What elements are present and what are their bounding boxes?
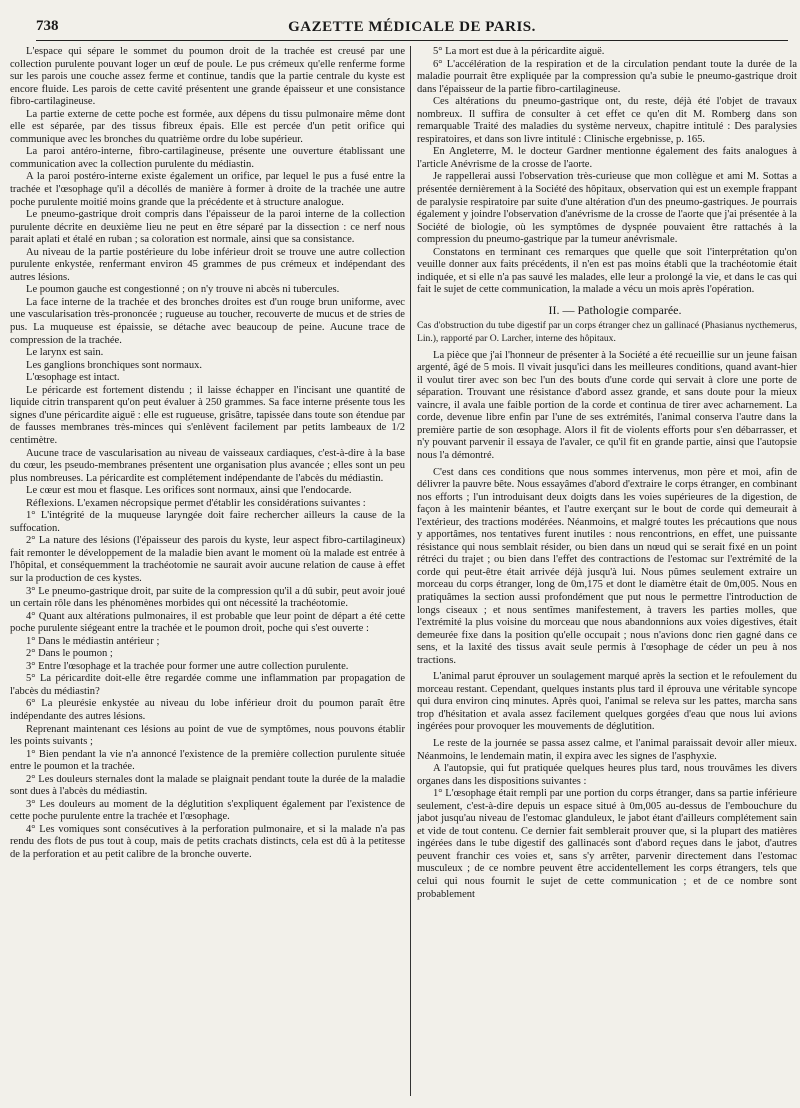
paragraph: 3° Entre l'œsophage et la trachée pour former une autre collection purulente.: [26, 660, 349, 672]
paragraph: 6° L'accélération de la respiration et de la circulation pendant toute la durée de la maladie pourrait être expliquée par la compression qu'a subie le pneumo-gastrique droit dans l'épaisseur de la partie fibro-cartilagineuse.: [417, 58, 797, 95]
paragraph: 3° Les douleurs au moment de la déglutition s'expliquent également par l'existence de cette poche purulente entre la trachée et l'œsophage.: [10, 798, 405, 823]
paragraph: 4° Les vomiques sont consécutives à la perforation pulmonaire, et si la malade n'a pas rendu des flots de pus tout à coup, mais de petits crachats distincts, cela est dû à la petitesse de la perforation et au petit calibre de la bronche ouverte.: [10, 823, 405, 860]
paragraph: La partie externe de cette poche est formée, aux dépens du tissu pulmonaire même dont elle est séparée, par des tissus fibreux épais. Elle est percée d'un petit orifice qui communique avec les bronches du quatrième ordre du lobe supérieur.: [10, 108, 405, 145]
paragraph: Au niveau de la partie postérieure du lobe inférieur droit se trouve une autre collection purulente enkystée, renfermant environ 45 grammes de pus crémeux et indépendant des autres lésions.: [10, 246, 405, 283]
paragraph: Ces altérations du pneumo-gastrique ont, du reste, déjà été l'objet de travaux nombreux. Il suffira de consulter à cet effet ce qu'en dit M. Romberg dans son remarquable Traité des maladies du système nerveux, chapitre intitulé : Des paralysies respiratoires, et dans son livre intitulé : Clinische ergebnisse, p. 165.: [417, 96, 797, 145]
paragraph: 6° La pleurésie enkystée au niveau du lobe inférieur droit du poumon paraît être indépendante des autres lésions.: [10, 698, 405, 722]
paragraph: La paroi antéro-interne, fibro-cartilagineuse, présente une ouverture établissant une communication avec la collection purulente du médiastin.: [10, 146, 405, 170]
paragraph: 2° Les douleurs sternales dont la malade se plaignait pendant toute la durée de la maladie sont dues à l'abcès du médiastin.: [10, 773, 405, 798]
page-header: [36, 18, 788, 41]
column-divider: [410, 46, 411, 1096]
paragraph: A la paroi postéro-interne existe également un orifice, par lequel le pus a fusé entre la trachée et l'œsophage qu'il a décollés de manière à former à droite de la trachée une autre poche purulente moitié moins grande que la précédente et à structure analogue.: [10, 171, 405, 208]
paragraph: Le larynx est sain.: [26, 347, 104, 359]
paragraph: 2° Dans le poumon ;: [26, 648, 113, 660]
paragraph: Constatons en terminant ces remarques que quelle que soit l'interprétation qu'on veuille donner aux faits précédents, il n'en est pas moins établi que la trachéotomie était indiquée, et si elle n'a pas sauvé les malades, elle leur a prolongé la vie, et dans le cas qui fait le sujet de cette communication, la malade a vécu un mois après l'opération.: [417, 246, 797, 296]
page-number: 738: [36, 18, 59, 34]
case-title: Cas d'obstruction du tube digestif par un corps étranger chez un gallinacé (Phasianus nycthemerus, Lin.), rapporté par O. Larcher, interne des hôpitaux.: [417, 320, 797, 345]
paragraph: 1° L'œsophage était rempli par une portion du corps étranger, dans sa partie inférieure seulement, c'est-à-dire depuis un espace situé à 0m,005 au-dessus de l'embouchure du jabot jusqu'au niveau de l'estomac glanduleux, le jabot étant d'ailleurs complétement sain et vide de tout contenu. Ce dernier fait semblerait prouver que, si la plupart des matières ingérées dans le tube digestif des gallinacés sont d'abord reçues dans le jabot, d'autres peuvent franchir ces voies et, sans s'y arrêter, parvenir directement dans l'estomac musculeux ; de ce nombre peuvent être accidentellement les corps étrangers, tels que celui qui nous fournit le sujet de cette communication ; et de ce nombre sont probablement: [417, 788, 797, 900]
paragraph: Aucune trace de vascularisation au niveau de vaisseaux cardiaques, c'est-à-dire à la base du cœur, les pseudo-membranes présentent une organisation plus avancée ; elles sont un peu plus nombreuses. La péricardite est complétement indépendante de l'abcès du médiastin.: [10, 447, 405, 484]
paragraph: Le pneumo-gastrique droit compris dans l'épaisseur de la paroi interne de la collection purulente décrite en deuxième lieu ne peut en être séparé par la dissection : ce nerf nous parait aplati et étalé en ruban ; sa coloration est normale, ainsi que sa consistance.: [10, 209, 405, 246]
running-title: GAZETTE MÉDICALE DE PARIS.: [288, 19, 536, 35]
paragraph: C'est dans ces conditions que nous sommes intervenus, mon père et moi, afin de délivrer la pauvre bête. Nous essayâmes d'abord d'extraire le corps étranger, en combinant nos efforts ; l'un introduisant deux doigts dans les voies supérieures de la digestion, de façon à les maintenir béantes, et l'autre exerçant sur le bout de corde qui demeurait à l'extérieur, des tractions modérées. Néanmoins, et malgré toutes les précautions que nous y apportâmes, nos tentatives furent inutiles : nous rencontrions, en effet, une puissante résistance qui nous semblait résider, ou bien dans un nœud qui se serait fixé en un point rétréci du trajet ; ou bien dans l'effet des contractions de l'estomac sur l'extrémité de la corde qui peut-être était arrivée déjà jusqu'à lui. Nous pûmes seulement extraire un morceau du corps étranger, long de 0m,175 et dont le diamètre était de 0m,005. Nous en pratiquâmes la section aussi profondément que put nous le permettre l'introduction de longs ciseaux ; et nous sentîmes manifestement, à travers les parties molles, que l'extrémité la plus voisine du morceau que nous abandonnions aux voies digestives, était demeurée fixe dans la position qu'elle occupait ; nous n'avions donc rien gagné dans ce sens, et la laxité des tissus avait seule permis à l'œsophage de céder un peu à nos tractions.: [417, 466, 797, 666]
right-column: [417, 46, 797, 1098]
paragraph: L'œsophage est intact.: [26, 372, 120, 384]
paragraph: A l'autopsie, qui fut pratiquée quelques heures plus tard, nous trouvâmes les divers organes dans les dispositions suivantes :: [417, 763, 797, 787]
left-column: [10, 46, 405, 1098]
paragraph: Je rappellerai aussi l'observation très-curieuse que mon collègue et ami M. Sottas a présentée dernièrement à la Société des hôpitaux, observation qui est un exemple frappant de paralysie respiratoire par suite d'une altération d'un des pneumo-gastriques. Je pourrais également y joindre l'observation d'anévrisme de la crosse de l'aorte que j'ai présentée à la Société de biologie, où les symptômes de dyspnée pouvaient être rattachés à la compression du pneumo-gastrique par la tumeur anévrismale.: [417, 171, 797, 246]
paragraph: 4° Quant aux altérations pulmonaires, il est probable que leur point de départ a été cette poche purulente siégeant entre la trachée et le poumon droit, poche qui s'est ouverte :: [10, 610, 405, 635]
paragraph: Le péricarde est fortement distendu ; il laisse échapper en l'incisant une quantité de liquide citrin transparent qu'on peut évaluer à 250 grammes. Sa face interne présente tous les signes d'une péricardite aiguë : elle est rugueuse, grisâtre, tapissée dans toute son étendue par de fausses membranes très-minces qui s'enlèvent facilement par petits lambeaux de 1/2 centimètre.: [10, 384, 405, 446]
paragraph: 1° Dans le médiastin antérieur ;: [26, 635, 160, 647]
paragraph: La face interne de la trachée et des bronches droites est d'un rouge brun uniforme, avec une vascularisation très-prononcée ; rugueuse au toucher, recouverte de mucus et de stries de pus. La muqueuse est épaissie, se détache avec beaucoup de peine. Aucune trace de compression de la trachée.: [10, 296, 405, 346]
paragraph: En Angleterre, M. le docteur Gardner mentionne également des faits analogues à l'article Anévrisme de la crosse de l'aorte.: [417, 146, 797, 170]
paragraph: La pièce que j'ai l'honneur de présenter à la Société a été recueillie sur un jeune faisan argenté, âgé de 5 mois. Il vivait jusqu'ici dans les meilleures conditions, quand avant-hier il voulut tirer avec son bec l'un des bouts d'une corde qui servait à clore une porte de séparation. Trouvant une résistance d'abord assez grande, et sans doute pour la mieux vaincre, il avala une faible portion de la corde et continua de tirer avec acharnement. La corde, devenue libre enfin par l'une de ses extrémités, l'animal conserva l'autre dans la première partie de son œsophage. Alors il fit de violents efforts pour s'en débarrasser, et n'y pouvant parvenir il essaya de l'avaler, ce qu'il fit en grande partie, ainsi que l'autopsie nous l'a démontré.: [417, 349, 797, 461]
paragraph: 1° Bien pendant la vie n'a annoncé l'existence de la première collection purulente située entre le poumon et la trachée.: [10, 748, 405, 773]
paragraph: 1° L'intégrité de la muqueuse laryngée doit faire rechercher ailleurs la cause de la suffocation.: [10, 510, 405, 534]
paragraph: 5° La péricardite doit-elle être regardée comme une inflammation par propagation de l'abcès du médiastin?: [10, 673, 405, 697]
paragraph: Reprenant maintenant ces lésions au point de vue de symptômes, nous pouvons établir les points suivants ;: [10, 723, 405, 748]
paragraph: Le cœur est mou et flasque. Les orifices sont normaux, ainsi que l'endocarde.: [26, 485, 352, 497]
section-title: II. — Pathologie comparée.: [548, 302, 682, 317]
paragraph: L'espace qui sépare le sommet du poumon droit de la trachée est creusé par une collection purulente pouvant loger un œuf de poule. Le pus crémeux qu'elle renferme forme sur les parois une couche assez ferme et continue, tandis que la partie centrale du kyste est encore fluide. Les parois de cette cavité présentent une grande épaisseur et une consistance fibro-cartilagineuse.: [10, 46, 405, 108]
paragraph: 2° La nature des lésions (l'épaisseur des parois du kyste, leur aspect fibro-cartilagineux) fait remonter le développement de la maladie bien avant le moment où la malade est entrée à l'hôpital, et conséquemment la trachéotomie ne saurait avoir aucune relation de cause à effet sur la production de ces kystes.: [10, 535, 405, 584]
paragraph: Les ganglions bronchiques sont normaux.: [26, 359, 203, 371]
paragraph: Le reste de la journée se passa assez calme, et l'animal paraissait devoir aller mieux. Néanmoins, le lendemain matin, il expira avec les signes de l'asphyxie.: [417, 737, 797, 762]
paragraph: Le poumon gauche est congestionné ; on n'y trouve ni abcès ni tubercules.: [26, 284, 340, 296]
paragraph: 5° La mort est due à la péricardite aiguë.: [433, 46, 605, 57]
paragraph: 3° Le pneumo-gastrique droit, par suite de la compression qu'il a dû subir, peut avoir joué un certain rôle dans les phénomènes morbides qui ont nécessité la trachéotomie.: [10, 585, 405, 610]
reflexions-paragraph: Réflexions. L'examen nécropsique permet d'établir les considérations suivantes :: [26, 497, 366, 509]
paragraph: L'animal parut éprouver un soulagement marqué après la section et le refoulement du morceau restant. Cependant, quelques instants plus tard il éprouva une véritable syncope qui dura environ cinq minutes. Après quoi, l'animal se releva sur les pattes, marcha sans trop d'hésitation et avala assez facilement quelques gorgées d'eau que nous lui avions ingérées pour provoquer les mouvements de déglutition.: [417, 671, 797, 733]
